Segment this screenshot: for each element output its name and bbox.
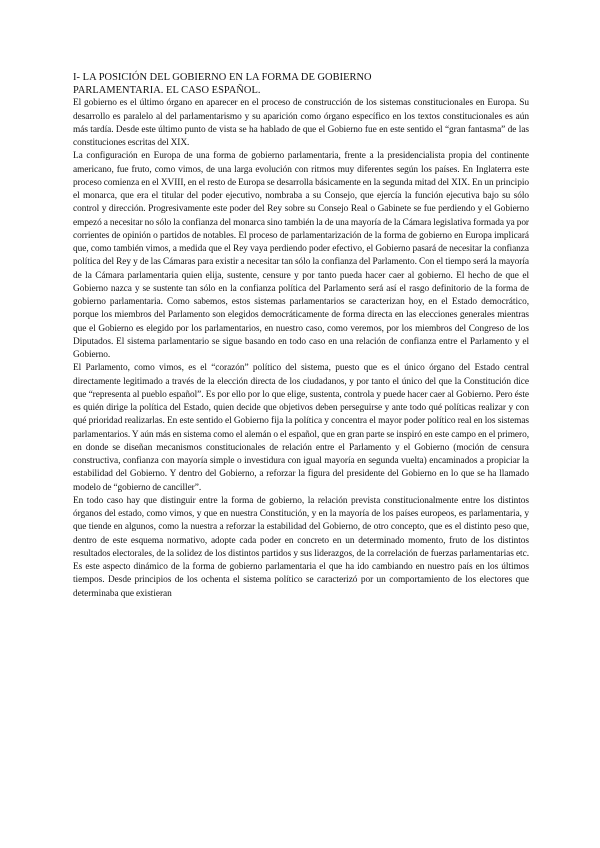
document-body: [73, 71, 529, 601]
paragraph-2: La configuración en Europa de una forma de gobierno parlamentaria, frente a la presidencialista propia del continente americano, fue fruto, como vimos, de una larga evolución con ritmos muy diferentes según los países. En Inglaterra este proceso comienza en el XVIII, en el resto de Europa se desarrolla básicamente en la segunda mitad del XIX. En un principio el monarca, que era el titular del poder ejecutivo, nombraba a su Consejo, que ejercía la función ejecutiva bajo su sólo control y dirección. Progresivamente este poder del Rey sobre su Consejo Real o Gabinete se fue perdiendo y el Gobierno empezó a necesitar no sólo la confianza del monarca sino también la de una mayoría de la Cámara legislativa formada ya por corrientes de opinión o partidos de notables. El proceso de parlamentarización de la forma de gobierno en Europa implicará que, como también vimos, a medida que el Rey vaya perdiendo poder efectivo, el Gobierno pasará de necesitar la confianza política del Rey y de las Cámaras para existir a necesitar tan sólo la confianza del Parlamento. Con el tiempo será la mayoría de la Cámara parlamentaria quien elija, sustente, censure y por tanto pueda hacer caer al gobierno. El hecho de que el Gobierno nazca y se sustente tan sólo en la confianza política del Parlamento será así el rasgo definitorio de la forma de gobierno parlamentaria. Como sabemos, estos sistemas parlamentarios se caracterizan hoy, en el Estado democrático, porque los miembros del Parlamento son elegidos democráticamente de forma directa en las elecciones generales mientras que el Gobierno es elegido por los parlamentarios, en nuestro caso, como veremos, por los miembros del Congreso de los Diputados. El sistema parlamentario se sigue basando en todo caso en una relación de confianza entre el Parlamento y el Gobierno.: [73, 151, 529, 361]
paragraph-4: En todo caso hay que distinguir entre la forma de gobierno, la relación prevista constitucionalmente entre los distintos órganos del estado, como vimos, y que en nuestra Constitución, y en la mayoría de los países europeos, es parlamentaria, y que tiende en algunos, como la nuestra a reforzar la estabilidad del Gobierno, de otro concepto, que es el distinto peso que, dentro de este esquema normativo, adopte cada poder en concreto en un determinado momento, fruto de los distintos resultados electorales, de la solidez de los distintos partidos y sus liderazgos, de la correlación de fuerzas parlamentarias etc. Es este aspecto dinámico de la forma de gobierno parlamentaria el que ha ido cambiando en nuestro país en los últimos tiempos. Desde principios de los ochenta el sistema político se caracterizó por un comportamiento de los electores que determinaba que existieran: [73, 495, 529, 599]
section-title-line-1: I- LA POSICIÓN DEL GOBIERNO EN LA FORMA DE GOBIERNO: [73, 72, 372, 83]
section-title-line-2: PARLAMENTARIA. EL CASO ESPAÑOL.: [73, 85, 261, 97]
paragraph-1: El gobierno es el último órgano en aparecer en el proceso de construcción de los sistemas constitucionales en Europa. Su desarrollo es paralelo al del parlamentarismo y su aparición como órgano específico en los textos constitucionales es aún más tardía. Desde este último punto de vista se ha hablado de que el Gobierno fue en este sentido el “gran fantasma” de las constituciones escritas del XIX.: [73, 98, 529, 149]
paragraph-3: El Parlamento, como vimos, es el “corazón” político del sistema, puesto que es el único órgano del Estado central directamente legitimado a través de la elección directa de los ciudadanos, y por tanto el único del que la Constitución dice que “representa al pueblo español”. Es por ello por lo que elige, sustenta, controla y puede hacer caer al Gobierno. Pero éste es quién dirige la política del Estado, quien decide que objetivos deben perseguirse y ante todo qué políticas realizar y con qué prioridad realizarlas. En este sentido el Gobierno fija la política y concentra el mayor poder político real en los sistemas parlamentarios. Y aún más en sistema como el alemán o el español, que en gran parte se inspiró en este campo en el primero, en donde se diseñan mecanismos constitucionales de relación entre el Parlamento y el Gobierno (moción de censura constructiva, confianza con mayoría simple o investidura con igual mayoría en segunda vuelta) encaminados a propiciar la estabilidad del Gobierno. Y dentro del Gobierno, a reforzar la figura del presidente del Gobierno en lo que se ha llamado modelo de “gobierno de canciller”.: [73, 363, 529, 493]
section-title: [73, 71, 529, 97]
